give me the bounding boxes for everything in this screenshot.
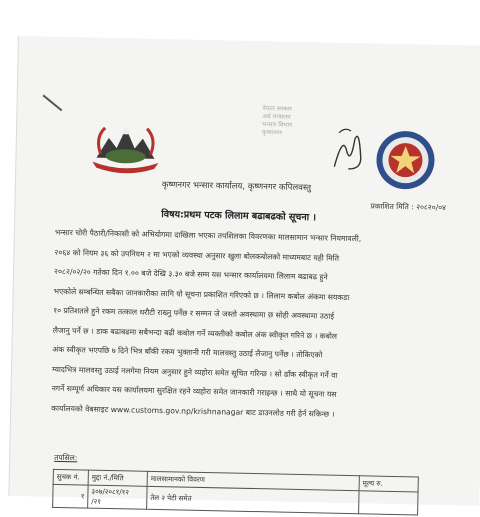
header-case: मुद्दा नं./मिति bbox=[88, 470, 147, 486]
table-label: तपसिल: bbox=[54, 452, 78, 463]
stamp-line-1: नेपाल सरकार bbox=[262, 105, 293, 113]
body-line-10: कार्यालयको वेबसाइट www.customs.gov.np/krishnanagar बाट डाउनलोड गरी हेर्न सकिन्छ । bbox=[51, 403, 335, 419]
cell-case-line-2: /२१ bbox=[91, 497, 101, 506]
notice-subject: विषय:प्रथम पटक लिलाम बढाबढको सूचना । bbox=[161, 209, 317, 224]
cell-value bbox=[359, 491, 418, 515]
office-name: कृष्णनगर भन्सार कार्यालय, कृष्णनगर कपिलवस्तु bbox=[161, 180, 312, 194]
cell-case-line-1: ३०७/२०८१/१२ bbox=[91, 487, 130, 497]
fold-mark bbox=[43, 95, 63, 112]
items-table bbox=[52, 469, 419, 516]
nepal-emblem-icon bbox=[86, 117, 165, 175]
body-line-4: भएकोले सम्बन्धित सबैका जानकारीका लागि यो सूचना प्रकाशित गरिएको छ । लिलाम कबोल अंकमा सयकडा bbox=[53, 286, 350, 302]
body-line-9: नगर्ने सम्पूर्ण अधिकार यस कार्यालयमा सुरक्षित रहने व्यहोरा समेत जानकारी गराइन्छ । साथै यो सूचना यस bbox=[51, 383, 337, 399]
body-line-3: २०८२/०२/२० गतेका दिन १.०० बजे देखि ३.३० बजे सम्म यस भन्सार कार्यालयमा लिलाम बढाबढ हुने bbox=[53, 266, 328, 282]
notice-paper bbox=[8, 36, 480, 506]
body-line-8: म्यादभित्र मालवस्तु उठाई नलगेमा नियम अनुसार हुने व्यहोरा समेत सूचित गरिन्छ । सो ढाँक स्वीकृत गर्ने वा bbox=[51, 364, 338, 380]
stamp-line-3: भन्सार विभाग bbox=[262, 121, 293, 129]
cell-description: तेल २ पेटी समेत bbox=[147, 486, 359, 513]
office-stamp bbox=[262, 105, 327, 156]
body-line-5: १० प्रतिशतले हुने रकम तत्काल धरौटी राख्नु पर्नेछ र सम्मन जे जस्तो अवस्थामा छ सोही अवस्थामा उठाई bbox=[53, 305, 335, 321]
signature-icon bbox=[328, 125, 369, 176]
body-line-7: अंक स्वीकृत भएपछि ७ दिने भित्र बाँकी रकम भुक्तानी गरी मालवस्तु उठाई लैजानु पर्नेछ । तोकिएको bbox=[52, 344, 323, 360]
notice-body bbox=[51, 223, 455, 426]
cell-case bbox=[88, 485, 147, 509]
body-line-2: २०६४ को नियम ३६ को उपनियम २ मा भएको व्यवस्था अनुसार खुला बोलकबोलको माध्यमबाट यही मिति bbox=[54, 247, 340, 263]
published-date: प्रकाशित मिति : २०८२०/०४ bbox=[370, 201, 447, 212]
stamp-line-4: कृष्णनगर bbox=[261, 129, 283, 137]
header-value: मूल्य रु. bbox=[359, 476, 418, 492]
body-line-1: भन्सार चोरी पैठारी/निकासी को अभियोगमा दाखिला भएका तपशिलका विवरणका मालसामान भन्सार नियमावली, bbox=[54, 227, 362, 244]
header-serial: सुचक नं. bbox=[53, 469, 88, 485]
body-line-6: लैजानु पर्ने छ । डाक बढाबढमा सबैभन्दा बढी कबोल गर्ने व्यक्तीको कबोल अंक स्वीकृत गरिने छ । कबोल bbox=[52, 325, 338, 341]
header-description: मालसामानको विवरण bbox=[147, 471, 359, 490]
cell-serial: १ bbox=[53, 484, 88, 508]
stamp-line-2: अर्थ मन्त्रालय bbox=[262, 113, 291, 121]
customs-seal-icon bbox=[370, 128, 441, 191]
